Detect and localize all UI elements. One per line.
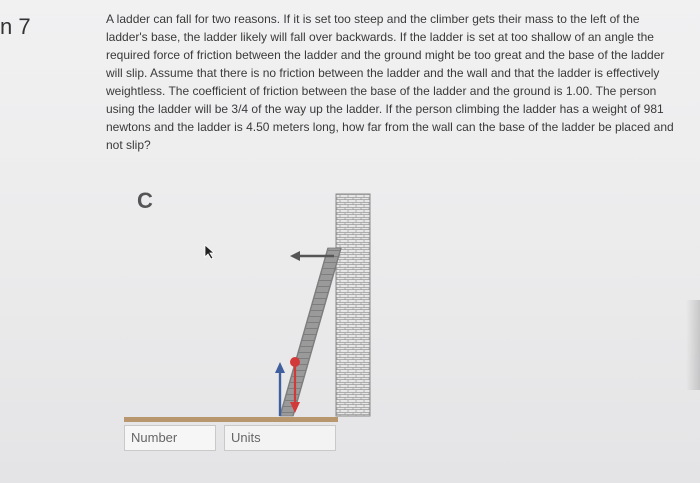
question-line: will slip. Assume that there is no friction between the ladder and the wall and that the ladder is effectively — [106, 66, 660, 80]
question-number: n 7 — [0, 14, 31, 39]
question-text — [106, 10, 698, 154]
ground — [124, 417, 338, 422]
number-input[interactable]: Number — [124, 425, 216, 451]
question-line: weightless. The coefficient of friction between the base of the ladder and the ground is 1.00. The person — [106, 84, 657, 98]
page-edge-shadow — [686, 300, 700, 390]
ladder — [280, 248, 341, 416]
question-line: newtons and the ladder is 4.50 meters long, how far from the wall can the base of the ladder be placed and — [106, 120, 674, 134]
part-label: C — [137, 188, 153, 213]
brick-wall — [336, 194, 370, 416]
ladder-diagram — [120, 190, 390, 430]
units-select[interactable]: Units — [224, 425, 336, 451]
question-line: not slip? — [106, 138, 151, 152]
question-line: A ladder can fall for two reasons. If it is set too steep and the climber gets their mass to the left of the — [106, 12, 640, 26]
question-line: required force of friction between the ladder and the ground might be too great and the base of the ladder — [106, 48, 665, 62]
question-line: using the ladder will be 3/4 of the way up the ladder. If the person climbing the ladder has a weight of 981 — [106, 102, 664, 116]
question-line: ladder's base, the ladder likely will fall over backwards. If the ladder is set at too shallow of an angle the — [106, 30, 654, 44]
